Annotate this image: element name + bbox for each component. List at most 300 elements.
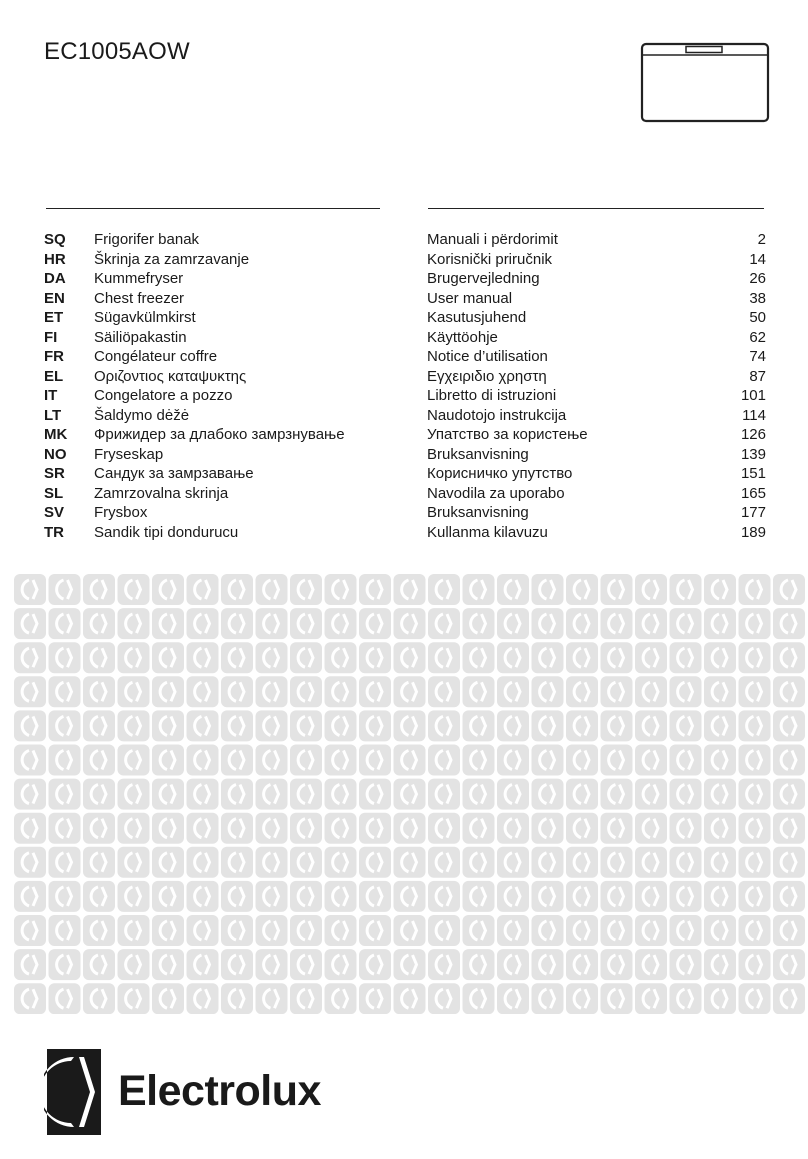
pattern-logo-tile	[325, 813, 357, 844]
pattern-logo-tile	[704, 642, 736, 673]
pattern-logo-tile	[428, 642, 460, 673]
pattern-logo-tile	[497, 983, 529, 1014]
pattern-logo-tile	[49, 608, 81, 639]
toc-row-sq	[44, 230, 766, 250]
pattern-logo-tile	[601, 779, 633, 810]
pattern-logo-tile	[566, 949, 598, 980]
pattern-logo-tile	[394, 710, 426, 741]
page-number: 38	[749, 289, 766, 307]
product-name: Sügavkülmkirst	[94, 309, 196, 326]
page-number: 87	[749, 367, 766, 385]
pattern-logo-tile	[497, 813, 529, 844]
pattern-logo-tile	[773, 608, 805, 639]
pattern-logo-tile	[566, 574, 598, 605]
pattern-logo-tile	[83, 983, 115, 1014]
pattern-logo-tile	[428, 710, 460, 741]
pattern-logo-tile	[118, 745, 150, 776]
pattern-logo-tile	[118, 813, 150, 844]
pattern-logo-tile	[290, 676, 322, 707]
toc-row-sr	[44, 464, 766, 484]
product-name: Congélateur coffre	[94, 348, 218, 365]
pattern-logo-tile	[118, 949, 150, 980]
pattern-logo-tile	[152, 710, 184, 741]
pattern-logo-tile	[325, 642, 357, 673]
pattern-logo-tile	[118, 574, 150, 605]
manual-title: Käyttöohje	[427, 328, 498, 346]
pattern-logo-tile	[49, 847, 81, 878]
pattern-logo-tile	[463, 983, 495, 1014]
pattern-logo-tile	[49, 676, 81, 707]
pattern-logo-tile	[670, 881, 702, 912]
pattern-logo-tile	[497, 881, 529, 912]
pattern-logo-tile	[187, 676, 219, 707]
pattern-logo-tile	[221, 745, 253, 776]
product-name: Frysbox	[94, 504, 148, 521]
toc-row-sv	[44, 503, 766, 523]
language-code: FI	[44, 328, 58, 346]
pattern-logo-tile	[635, 813, 667, 844]
pattern-logo-tile	[187, 813, 219, 844]
pattern-logo-tile	[325, 745, 357, 776]
pattern-logo-tile	[670, 779, 702, 810]
pattern-logo-tile	[394, 949, 426, 980]
manual-title: Упатство за користење	[427, 426, 588, 443]
toc-row-hr	[44, 250, 766, 270]
pattern-logo-tile	[773, 949, 805, 980]
pattern-logo-tile	[83, 915, 115, 946]
pattern-logo-tile	[359, 813, 391, 844]
pattern-logo-tile	[739, 915, 771, 946]
pattern-logo-tile	[49, 779, 81, 810]
pattern-logo-tile	[49, 710, 81, 741]
pattern-logo-tile	[394, 847, 426, 878]
pattern-logo-tile	[428, 608, 460, 639]
manual-title: Brugervejledning	[427, 270, 540, 287]
pattern-logo-tile	[566, 915, 598, 946]
pattern-logo-tile	[635, 710, 667, 741]
pattern-logo-tile	[325, 608, 357, 639]
toc-row-et	[44, 308, 766, 328]
language-code: HR	[44, 250, 66, 268]
pattern-logo-tile	[497, 676, 529, 707]
pattern-logo-tile	[152, 779, 184, 810]
pattern-logo-tile	[221, 813, 253, 844]
pattern-logo-tile	[256, 676, 288, 707]
toc-row-mk	[44, 425, 766, 445]
pattern-logo-tile	[118, 915, 150, 946]
manual-title: Kullanma kilavuzu	[427, 523, 548, 541]
pattern-logo-tile	[256, 983, 288, 1014]
pattern-logo-tile	[83, 949, 115, 980]
pattern-logo-tile	[152, 642, 184, 673]
toc-row-fr	[44, 347, 766, 367]
pattern-logo-tile	[49, 949, 81, 980]
pattern-logo-tile	[739, 710, 771, 741]
pattern-logo-tile	[428, 983, 460, 1014]
pattern-logo-tile	[601, 813, 633, 844]
pattern-logo-tile	[359, 574, 391, 605]
pattern-logo-tile	[290, 847, 322, 878]
pattern-logo-tile	[497, 608, 529, 639]
pattern-logo-tile	[83, 710, 115, 741]
pattern-logo-tile	[463, 847, 495, 878]
pattern-logo-tile	[221, 915, 253, 946]
pattern-logo-tile	[359, 642, 391, 673]
pattern-logo-tile	[256, 745, 288, 776]
manual-title: User manual	[427, 289, 513, 307]
manual-title: Libretto di istruzioni	[427, 387, 557, 404]
pattern-logo-tile	[118, 983, 150, 1014]
brand-pattern-background	[14, 574, 808, 1014]
pattern-logo-tile	[566, 847, 598, 878]
pattern-logo-tile	[290, 949, 322, 980]
pattern-logo-tile	[704, 813, 736, 844]
pattern-logo-tile	[14, 813, 46, 844]
page-number: 50	[749, 309, 766, 326]
pattern-logo-tile	[601, 915, 633, 946]
pattern-logo-tile	[359, 779, 391, 810]
pattern-logo-tile	[325, 949, 357, 980]
pattern-logo-tile	[566, 983, 598, 1014]
pattern-logo-tile	[290, 881, 322, 912]
language-code: MK	[44, 426, 68, 443]
pattern-logo-tile	[497, 779, 529, 810]
pattern-logo-tile	[670, 847, 702, 878]
pattern-logo-tile	[463, 949, 495, 980]
pattern-logo-tile	[566, 779, 598, 810]
pattern-logo-tile	[187, 608, 219, 639]
pattern-logo-tile	[497, 949, 529, 980]
pattern-logo-tile	[325, 983, 357, 1014]
model-title: EC1005AOW	[44, 38, 190, 65]
toc-row-el	[44, 367, 766, 387]
pattern-logo-tile	[532, 676, 564, 707]
pattern-logo-tile	[359, 949, 391, 980]
pattern-logo-tile	[256, 949, 288, 980]
pattern-logo-tile	[14, 745, 46, 776]
electrolux-logo-icon	[44, 1046, 104, 1138]
pattern-logo-tile	[463, 745, 495, 776]
manual-title: Εγχειριδιο χρηστη	[427, 367, 547, 385]
pattern-logo-tile	[359, 881, 391, 912]
pattern-logo-tile	[118, 642, 150, 673]
pattern-logo-tile	[256, 574, 288, 605]
pattern-logo-tile	[49, 574, 81, 605]
pattern-logo-tile	[739, 574, 771, 605]
product-name: Frigorifer banak	[94, 231, 200, 248]
pattern-logo-tile	[394, 915, 426, 946]
pattern-logo-tile	[428, 574, 460, 605]
pattern-logo-tile	[670, 574, 702, 605]
pattern-logo-tile	[463, 881, 495, 912]
language-code: ET	[44, 309, 64, 326]
pattern-logo-tile	[83, 779, 115, 810]
toc-row-lt	[44, 406, 766, 426]
pattern-logo-tile	[635, 608, 667, 639]
pattern-logo-tile	[532, 745, 564, 776]
brand-name: Electrolux	[118, 1067, 321, 1115]
pattern-logo-tile	[152, 745, 184, 776]
page-number: 74	[749, 348, 766, 365]
pattern-logo-tile	[532, 779, 564, 810]
pattern-logo-tile	[532, 847, 564, 878]
pattern-logo-tile	[532, 642, 564, 673]
pattern-logo-tile	[359, 983, 391, 1014]
pattern-logo-tile	[704, 881, 736, 912]
pattern-logo-tile	[497, 745, 529, 776]
product-name: Kummefryser	[94, 270, 184, 287]
pattern-logo-tile	[49, 983, 81, 1014]
pattern-logo-tile	[739, 949, 771, 980]
pattern-logo-tile	[14, 642, 46, 673]
pattern-logo-tile	[601, 608, 633, 639]
pattern-logo-tile	[773, 710, 805, 741]
pattern-logo-tile	[14, 608, 46, 639]
pattern-logo-tile	[49, 642, 81, 673]
language-code: TR	[44, 523, 64, 541]
pattern-logo-tile	[463, 813, 495, 844]
page-number: 101	[740, 387, 766, 404]
pattern-logo-tile	[394, 608, 426, 639]
language-code: SR	[44, 465, 65, 482]
pattern-logo-tile	[14, 949, 46, 980]
pattern-logo-tile	[152, 676, 184, 707]
pattern-logo-tile	[221, 983, 253, 1014]
pattern-logo-tile	[118, 779, 150, 810]
toc-row-sl	[44, 484, 766, 504]
pattern-logo-tile	[394, 642, 426, 673]
toc-row-fi	[44, 328, 766, 348]
pattern-logo-tile	[635, 676, 667, 707]
pattern-logo-tile	[83, 881, 115, 912]
pattern-logo-tile	[428, 676, 460, 707]
pattern-logo-tile	[670, 642, 702, 673]
pattern-logo-tile	[635, 779, 667, 810]
divider-left	[46, 208, 380, 209]
pattern-logo-tile	[635, 847, 667, 878]
pattern-logo-tile	[290, 642, 322, 673]
pattern-logo-tile	[187, 779, 219, 810]
pattern-logo-tile	[359, 608, 391, 639]
pattern-logo-tile	[83, 813, 115, 844]
manual-title: Корисничко упутство	[427, 465, 573, 482]
pattern-logo-tile	[428, 813, 460, 844]
pattern-logo-tile	[14, 847, 46, 878]
pattern-logo-tile	[566, 642, 598, 673]
pattern-logo-tile	[290, 608, 322, 639]
pattern-logo-tile	[773, 983, 805, 1014]
manual-title: Bruksanvisning	[427, 445, 529, 463]
pattern-logo-tile	[704, 779, 736, 810]
page-number: 151	[740, 465, 766, 482]
page-number: 126	[740, 426, 766, 443]
pattern-logo-tile	[601, 745, 633, 776]
pattern-logo-tile	[221, 881, 253, 912]
pattern-logo-tile	[83, 745, 115, 776]
pattern-logo-tile	[635, 574, 667, 605]
manual-title: Kasutusjuhend	[427, 309, 527, 326]
pattern-logo-tile	[49, 915, 81, 946]
pattern-logo-tile	[290, 710, 322, 741]
pattern-logo-tile	[635, 915, 667, 946]
pattern-logo-tile	[325, 779, 357, 810]
pattern-logo-tile	[152, 847, 184, 878]
product-name: Zamrzovalna skrinja	[94, 484, 229, 502]
pattern-logo-tile	[14, 915, 46, 946]
product-name: Фрижидер за длабоко замрзнување	[94, 426, 345, 443]
pattern-logo-tile	[463, 574, 495, 605]
pattern-logo-tile	[394, 574, 426, 605]
pattern-logo-tile	[428, 881, 460, 912]
manual-title: Notice d’utilisation	[427, 348, 548, 365]
toc-row-it	[44, 386, 766, 406]
product-name: Sandik tipi dondurucu	[94, 523, 239, 541]
pattern-logo-tile	[601, 881, 633, 912]
pattern-logo-tile	[14, 881, 46, 912]
pattern-logo-tile	[497, 642, 529, 673]
pattern-logo-tile	[670, 608, 702, 639]
pattern-logo-tile	[290, 813, 322, 844]
pattern-logo-tile	[49, 745, 81, 776]
language-code: NO	[44, 445, 67, 463]
product-name: Säiliöpakastin	[94, 328, 187, 346]
pattern-logo-tile	[497, 915, 529, 946]
pattern-logo-tile	[118, 676, 150, 707]
page-number: 114	[742, 406, 766, 424]
product-name: Congelatore a pozzo	[94, 387, 233, 404]
product-name: Οριζοντιος καταψυκτης	[94, 367, 247, 385]
pattern-logo-tile	[739, 847, 771, 878]
pattern-logo-tile	[187, 881, 219, 912]
pattern-logo-tile	[704, 608, 736, 639]
pattern-logo-tile	[83, 574, 115, 605]
pattern-logo-tile	[325, 881, 357, 912]
pattern-logo-tile	[601, 676, 633, 707]
pattern-logo-tile	[221, 574, 253, 605]
pattern-logo-tile	[14, 710, 46, 741]
pattern-logo-tile	[83, 676, 115, 707]
pattern-logo-tile	[394, 813, 426, 844]
pattern-logo-tile	[463, 915, 495, 946]
pattern-logo-tile	[704, 915, 736, 946]
pattern-logo-tile	[601, 710, 633, 741]
language-code: FR	[44, 348, 64, 365]
pattern-logo-tile	[532, 949, 564, 980]
pattern-logo-tile	[497, 847, 529, 878]
toc-row-en	[44, 289, 766, 309]
pattern-logo-tile	[601, 847, 633, 878]
pattern-logo-tile	[49, 881, 81, 912]
pattern-logo-tile	[532, 983, 564, 1014]
pattern-logo-tile	[601, 642, 633, 673]
toc-row-da	[44, 269, 766, 289]
page-number: 62	[749, 328, 766, 346]
pattern-logo-tile	[325, 847, 357, 878]
pattern-logo-tile	[704, 983, 736, 1014]
pattern-logo-tile	[49, 813, 81, 844]
chest-freezer-icon	[640, 42, 770, 124]
pattern-logo-tile	[532, 710, 564, 741]
pattern-logo-tile	[773, 642, 805, 673]
pattern-logo-tile	[704, 574, 736, 605]
pattern-logo-tile	[428, 915, 460, 946]
pattern-logo-tile	[463, 642, 495, 673]
pattern-logo-tile	[14, 676, 46, 707]
toc-row-tr	[44, 523, 766, 543]
product-name: Fryseskap	[94, 445, 164, 463]
pattern-logo-tile	[325, 676, 357, 707]
pattern-logo-tile	[256, 608, 288, 639]
page-number: 189	[740, 523, 766, 541]
manual-title: Korisnički priručnik	[427, 250, 553, 268]
manual-title: Naudotojo instrukcija	[427, 406, 567, 424]
pattern-logo-tile	[670, 915, 702, 946]
pattern-logo-tile	[152, 574, 184, 605]
pattern-logo-tile	[359, 847, 391, 878]
pattern-logo-tile	[359, 745, 391, 776]
pattern-logo-tile	[773, 574, 805, 605]
pattern-logo-tile	[187, 983, 219, 1014]
pattern-logo-tile	[394, 983, 426, 1014]
pattern-logo-tile	[359, 676, 391, 707]
pattern-logo-tile	[463, 710, 495, 741]
pattern-logo-tile	[359, 915, 391, 946]
language-code: EL	[44, 367, 64, 385]
pattern-logo-tile	[152, 881, 184, 912]
pattern-logo-tile	[118, 881, 150, 912]
pattern-logo-tile	[635, 745, 667, 776]
pattern-logo-tile	[773, 915, 805, 946]
pattern-logo-tile	[359, 710, 391, 741]
pattern-logo-tile	[497, 710, 529, 741]
pattern-logo-tile	[739, 745, 771, 776]
pattern-logo-tile	[118, 847, 150, 878]
pattern-logo-tile	[532, 574, 564, 605]
pattern-logo-tile	[83, 642, 115, 673]
pattern-logo-tile	[635, 642, 667, 673]
pattern-logo-tile	[704, 676, 736, 707]
page-number: 14	[749, 250, 766, 268]
pattern-logo-tile	[394, 745, 426, 776]
pattern-logo-tile	[187, 574, 219, 605]
pattern-logo-tile	[83, 847, 115, 878]
pattern-logo-tile	[428, 847, 460, 878]
pattern-logo-tile	[601, 983, 633, 1014]
pattern-logo-tile	[221, 608, 253, 639]
pattern-logo-tile	[256, 881, 288, 912]
language-code: IT	[44, 387, 58, 404]
language-code: SL	[44, 484, 64, 502]
pattern-logo-tile	[670, 813, 702, 844]
pattern-logo-tile	[704, 745, 736, 776]
pattern-logo-tile	[152, 915, 184, 946]
page-number: 26	[749, 270, 766, 287]
pattern-logo-tile	[221, 949, 253, 980]
pattern-logo-tile	[221, 710, 253, 741]
pattern-logo-tile	[187, 642, 219, 673]
pattern-logo-tile	[152, 813, 184, 844]
page-number: 139	[740, 445, 766, 463]
pattern-logo-tile	[14, 983, 46, 1014]
pattern-logo-tile	[221, 642, 253, 673]
language-code: SQ	[44, 231, 66, 248]
pattern-logo-tile	[152, 983, 184, 1014]
pattern-logo-tile	[670, 676, 702, 707]
language-code: EN	[44, 289, 65, 307]
manual-title: Navodila za uporabo	[427, 484, 565, 502]
pattern-logo-tile	[635, 983, 667, 1014]
pattern-logo-tile	[118, 710, 150, 741]
